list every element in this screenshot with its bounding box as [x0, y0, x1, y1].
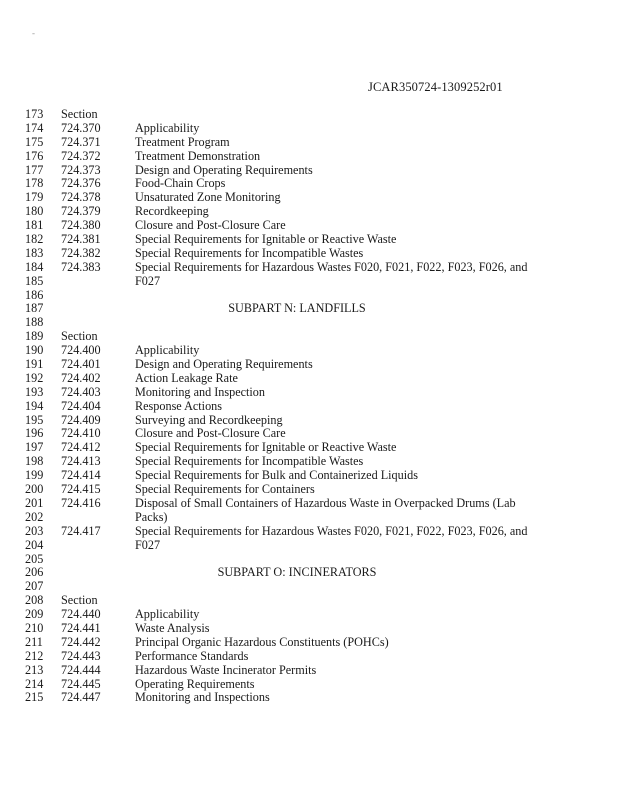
line-number: 195 — [25, 412, 44, 427]
section-title: Closure and Post-Closure Care — [135, 218, 286, 233]
section-title: Special Requirements for Incompatible Wastes — [135, 245, 364, 260]
text-line — [0, 691, 618, 705]
section-title: Operating Requirements — [135, 676, 255, 691]
section-title: Design and Operating Requirements — [135, 357, 313, 372]
text-line — [0, 678, 618, 692]
line-number: 210 — [25, 620, 44, 635]
line-number: 192 — [25, 370, 44, 385]
line-number: 184 — [25, 259, 44, 274]
text-line — [0, 122, 618, 136]
line-number: 207 — [25, 579, 44, 594]
text-line — [0, 469, 618, 483]
section-title: Packs) — [135, 509, 168, 524]
line-number: 212 — [25, 648, 44, 663]
line-number: 178 — [25, 176, 44, 191]
section-title: Food-Chain Crops — [135, 176, 226, 191]
line-number: 179 — [25, 190, 44, 205]
line-number: 185 — [25, 273, 44, 288]
line-number: 188 — [25, 315, 44, 330]
section-title: Closure and Post-Closure Care — [135, 426, 286, 441]
text-line — [0, 511, 618, 525]
text-line — [0, 275, 618, 289]
line-number: 200 — [25, 482, 44, 497]
scan-speck: - — [32, 28, 35, 38]
section-number: 724.417 — [61, 523, 101, 538]
text-line — [0, 386, 618, 400]
section-number: 724.441 — [61, 620, 101, 635]
section-number: 724.444 — [61, 662, 101, 677]
section-title: F027 — [135, 537, 161, 552]
section-title: Principal Organic Hazardous Constituents (POHCs) — [135, 634, 389, 649]
line-number: 176 — [25, 148, 44, 163]
section-number: 724.409 — [61, 412, 101, 427]
section-title: Special Requirements for Incompatible Wastes — [135, 454, 364, 469]
text-line — [0, 650, 618, 664]
section-number: 724.400 — [61, 343, 101, 358]
line-number: 213 — [25, 662, 44, 677]
section-number: 724.404 — [61, 398, 101, 413]
text-line — [0, 441, 618, 455]
line-number: 202 — [25, 509, 44, 524]
text-line — [0, 608, 618, 622]
section-title: Unsaturated Zone Monitoring — [135, 190, 281, 205]
text-line — [0, 108, 618, 122]
line-number: 205 — [25, 551, 44, 566]
section-number: 724.413 — [61, 454, 101, 469]
section-title: Special Requirements for Ignitable or Reactive Waste — [135, 440, 397, 455]
line-number: 215 — [25, 690, 44, 705]
line-number: 214 — [25, 676, 44, 691]
text-line — [0, 164, 618, 178]
line-number: 186 — [25, 287, 44, 302]
section-number: 724.443 — [61, 648, 101, 663]
section-title: F027 — [135, 273, 161, 288]
section-number: Section — [61, 593, 98, 608]
section-title: Response Actions — [135, 398, 223, 413]
line-number: 177 — [25, 162, 44, 177]
section-number: 724.414 — [61, 468, 101, 483]
line-number: 196 — [25, 426, 44, 441]
line-number: 187 — [25, 301, 44, 316]
text-line — [0, 316, 618, 330]
text-line — [0, 414, 618, 428]
text-line — [0, 191, 618, 205]
section-number: 724.442 — [61, 634, 101, 649]
section-number: 724.373 — [61, 162, 101, 177]
text-line — [0, 427, 618, 441]
section-number: 724.370 — [61, 120, 101, 135]
text-line — [0, 372, 618, 386]
section-number: 724.410 — [61, 426, 101, 441]
line-number: 180 — [25, 204, 44, 219]
document-id: JCAR350724-1309252r01 — [368, 80, 503, 94]
line-number: 182 — [25, 232, 44, 247]
line-number: 181 — [25, 218, 44, 233]
section-number: 724.381 — [61, 232, 101, 247]
text-line — [0, 233, 618, 247]
text-line — [0, 594, 618, 608]
section-title: Surveying and Recordkeeping — [135, 412, 283, 427]
section-title: Applicability — [135, 607, 200, 622]
line-number: 206 — [25, 565, 44, 580]
section-number: 724.402 — [61, 370, 101, 385]
line-number: 211 — [25, 634, 43, 649]
section-title: Action Leakage Rate — [135, 370, 238, 385]
line-number: 175 — [25, 134, 44, 149]
section-number: 724.445 — [61, 676, 101, 691]
section-number: 724.447 — [61, 690, 101, 705]
section-number: 724.382 — [61, 245, 101, 260]
line-number: 191 — [25, 357, 44, 372]
section-title: Design and Operating Requirements — [135, 162, 313, 177]
line-number: 197 — [25, 440, 44, 455]
section-number: 724.376 — [61, 176, 101, 191]
section-title: Hazardous Waste Incinerator Permits — [135, 662, 317, 677]
section-title: Special Requirements for Hazardous Wastes F020, F021, F022, F023, F026, and — [135, 259, 528, 274]
section-number: 724.412 — [61, 440, 101, 455]
section-title: Special Requirements for Ignitable or Reactive Waste — [135, 232, 397, 247]
section-number: 724.440 — [61, 607, 101, 622]
section-title: Performance Standards — [135, 648, 249, 663]
text-line — [0, 358, 618, 372]
section-number: 724.401 — [61, 357, 101, 372]
text-line — [0, 497, 618, 511]
line-number: 194 — [25, 398, 44, 413]
line-number: 203 — [25, 523, 44, 538]
section-number: 724.378 — [61, 190, 101, 205]
line-number: 209 — [25, 607, 44, 622]
subpart-heading: SUBPART N: LANDFILLS — [228, 301, 366, 316]
section-title: Applicability — [135, 343, 200, 358]
text-line — [0, 261, 618, 275]
section-number: Section — [61, 107, 98, 121]
section-number: 724.415 — [61, 482, 101, 497]
text-line — [0, 539, 618, 553]
section-title: Special Requirements for Hazardous Wastes F020, F021, F022, F023, F026, and — [135, 523, 528, 538]
line-number: 204 — [25, 537, 44, 552]
section-title: Monitoring and Inspection — [135, 384, 265, 399]
section-number: Section — [61, 329, 98, 344]
text-line — [0, 455, 618, 469]
section-title: Special Requirements for Bulk and Containerized Liquids — [135, 468, 418, 483]
text-line — [0, 205, 618, 219]
text-line — [0, 247, 618, 261]
line-number: 173 — [25, 107, 44, 121]
text-line — [0, 136, 618, 150]
text-line — [0, 344, 618, 358]
section-number: 724.380 — [61, 218, 101, 233]
text-line — [0, 483, 618, 497]
text-line — [0, 400, 618, 414]
text-line — [0, 636, 618, 650]
subpart-heading-line — [0, 302, 618, 316]
section-number: 724.383 — [61, 259, 101, 274]
text-line — [0, 553, 618, 567]
line-number: 201 — [25, 495, 44, 510]
line-number: 198 — [25, 454, 44, 469]
line-number: 193 — [25, 384, 44, 399]
line-number: 199 — [25, 468, 44, 483]
section-title: Treatment Program — [135, 134, 230, 149]
line-number: 190 — [25, 343, 44, 358]
section-title: Waste Analysis — [135, 620, 210, 635]
section-number: 724.371 — [61, 134, 101, 149]
section-title: Disposal of Small Containers of Hazardous Waste in Overpacked Drums (Lab — [135, 495, 516, 510]
line-number: 183 — [25, 245, 44, 260]
section-title: Monitoring and Inspections — [135, 690, 270, 705]
line-number: 174 — [25, 120, 44, 135]
text-line — [0, 177, 618, 191]
line-number: 208 — [25, 593, 44, 608]
line-number: 189 — [25, 329, 44, 344]
subpart-heading-line — [0, 566, 618, 580]
section-title: Treatment Demonstration — [135, 148, 261, 163]
section-number: 724.379 — [61, 204, 101, 219]
text-line — [0, 525, 618, 539]
text-line — [0, 664, 618, 678]
text-line — [0, 622, 618, 636]
section-title: Applicability — [135, 120, 200, 135]
section-number: 724.416 — [61, 495, 101, 510]
text-line — [0, 219, 618, 233]
text-line — [0, 289, 618, 303]
section-title: Recordkeeping — [135, 204, 209, 219]
section-number: 724.403 — [61, 384, 101, 399]
document-body — [0, 108, 618, 705]
subpart-heading: SUBPART O: INCINERATORS — [217, 565, 377, 580]
section-number: 724.372 — [61, 148, 101, 163]
text-line — [0, 580, 618, 594]
text-line — [0, 330, 618, 344]
section-title: Special Requirements for Containers — [135, 482, 315, 497]
text-line — [0, 150, 618, 164]
